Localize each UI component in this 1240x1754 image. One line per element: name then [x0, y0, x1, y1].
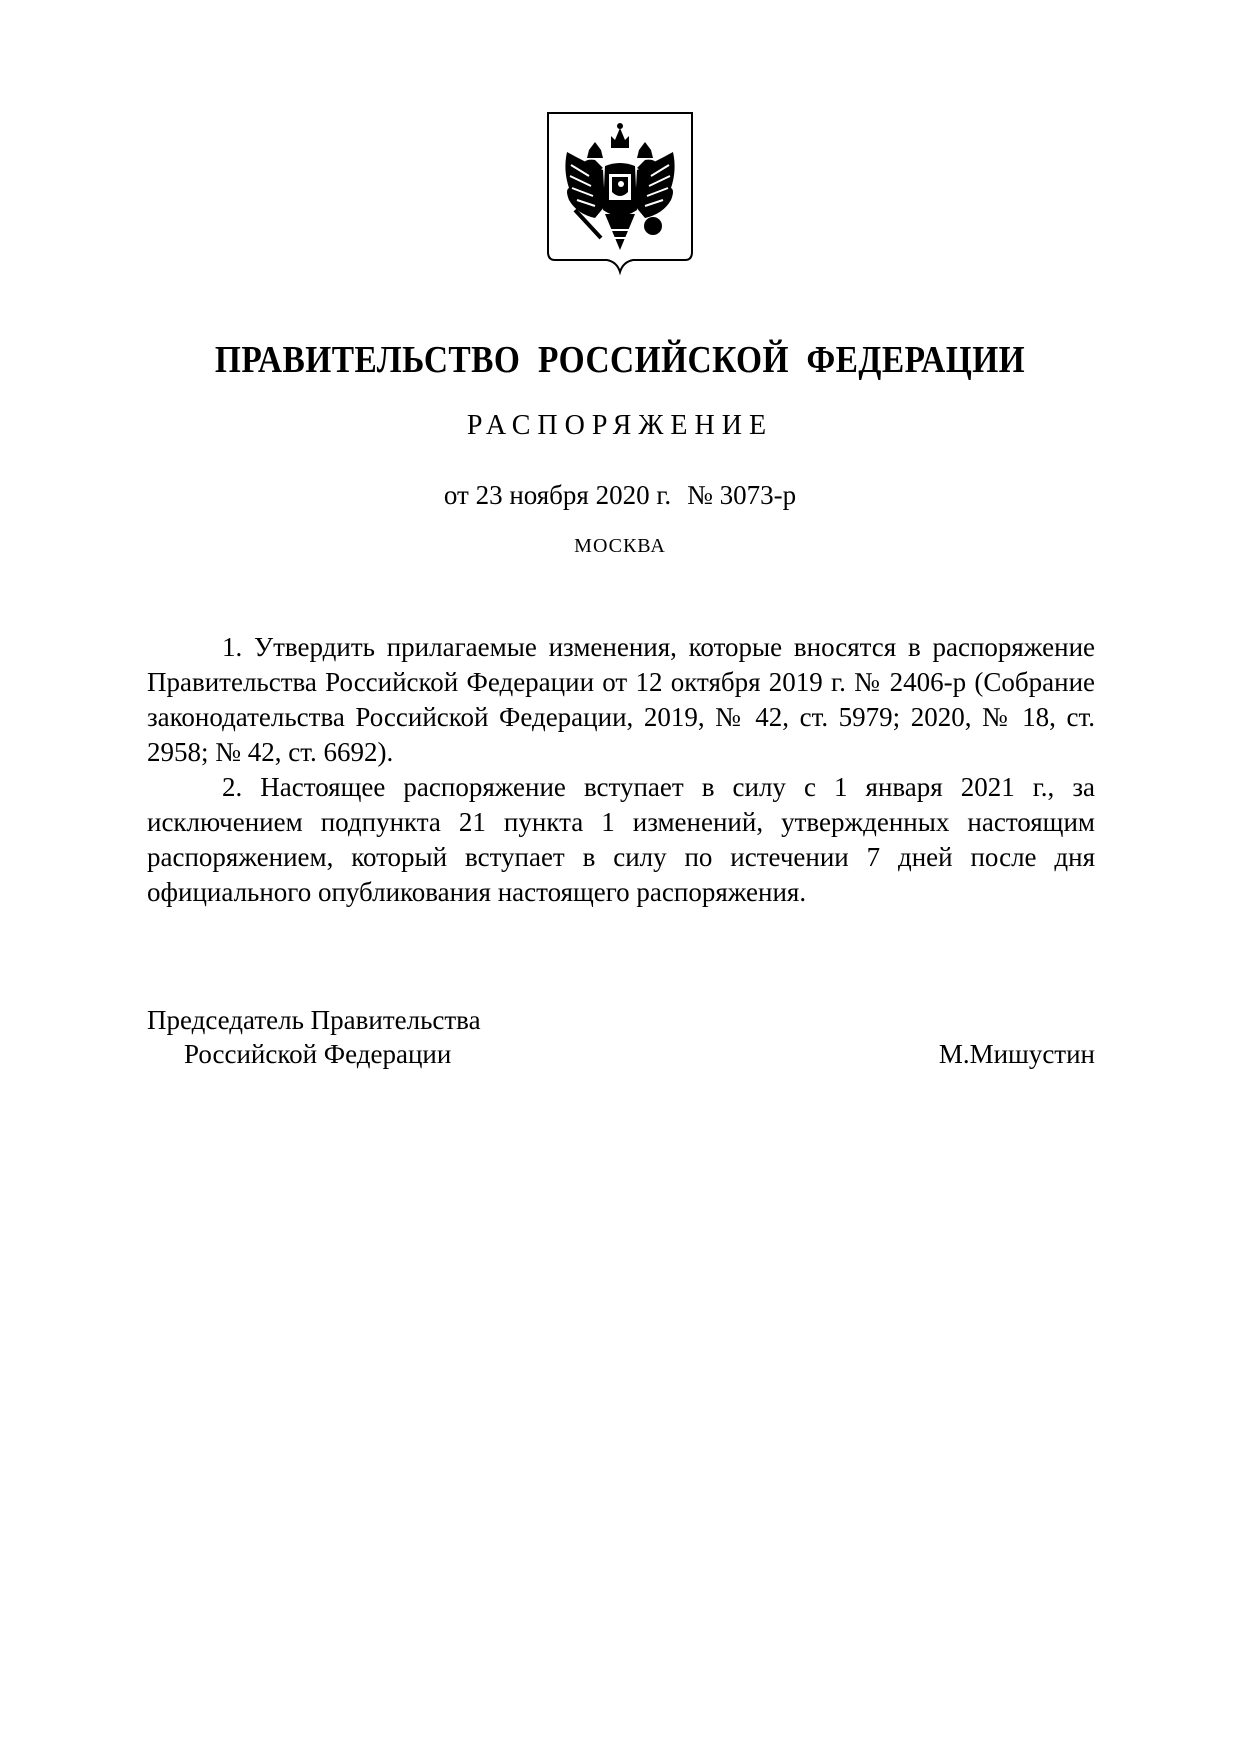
document-date: от 23 ноября 2020 г.: [443, 480, 672, 510]
document-body: [147, 630, 1095, 910]
coat-of-arms-icon: [545, 110, 695, 290]
paragraph-2: 2. Настоящее распоряжение вступает в силу с 1 января 2021 г., за исключением подпункта 21 пункта 1 изменений, утвержденных настоящим распоряжением, который вступает в силу по истечении 7 дней после дня официального опубликования настоящего распоряжения.: [147, 772, 1095, 907]
signature-line2: [147, 1037, 1095, 1071]
document-city: МОСКВА: [574, 535, 666, 557]
document-type: РАСПОРЯЖЕНИЕ: [466, 410, 774, 441]
document-number: № 3073-р: [687, 480, 797, 510]
document-date-line: [0, 480, 1240, 511]
paragraph-1: 1. Утвердить прилагаемые изменения, которые вносятся в распоряжение Правительства Российской Федерации от 12 октября 2019 г. № 2406-р (Собрание законодательства Российской Федерации, 2019, № 42, ст. 5979; 2020, № 18, ст. 2958; № 42, ст. 6692).: [147, 632, 1095, 767]
signatory-position-line2: Российской Федерации: [184, 1039, 452, 1069]
signatory-name: М.Мишустин: [938, 1039, 1095, 1069]
issuer-title: ПРАВИТЕЛЬСТВО РОССИЙСКОЙ ФЕДЕРАЦИИ: [214, 339, 1026, 381]
signatory-position-line1: Председатель Правительства: [147, 1005, 481, 1035]
signature-block: [147, 1003, 1095, 1071]
